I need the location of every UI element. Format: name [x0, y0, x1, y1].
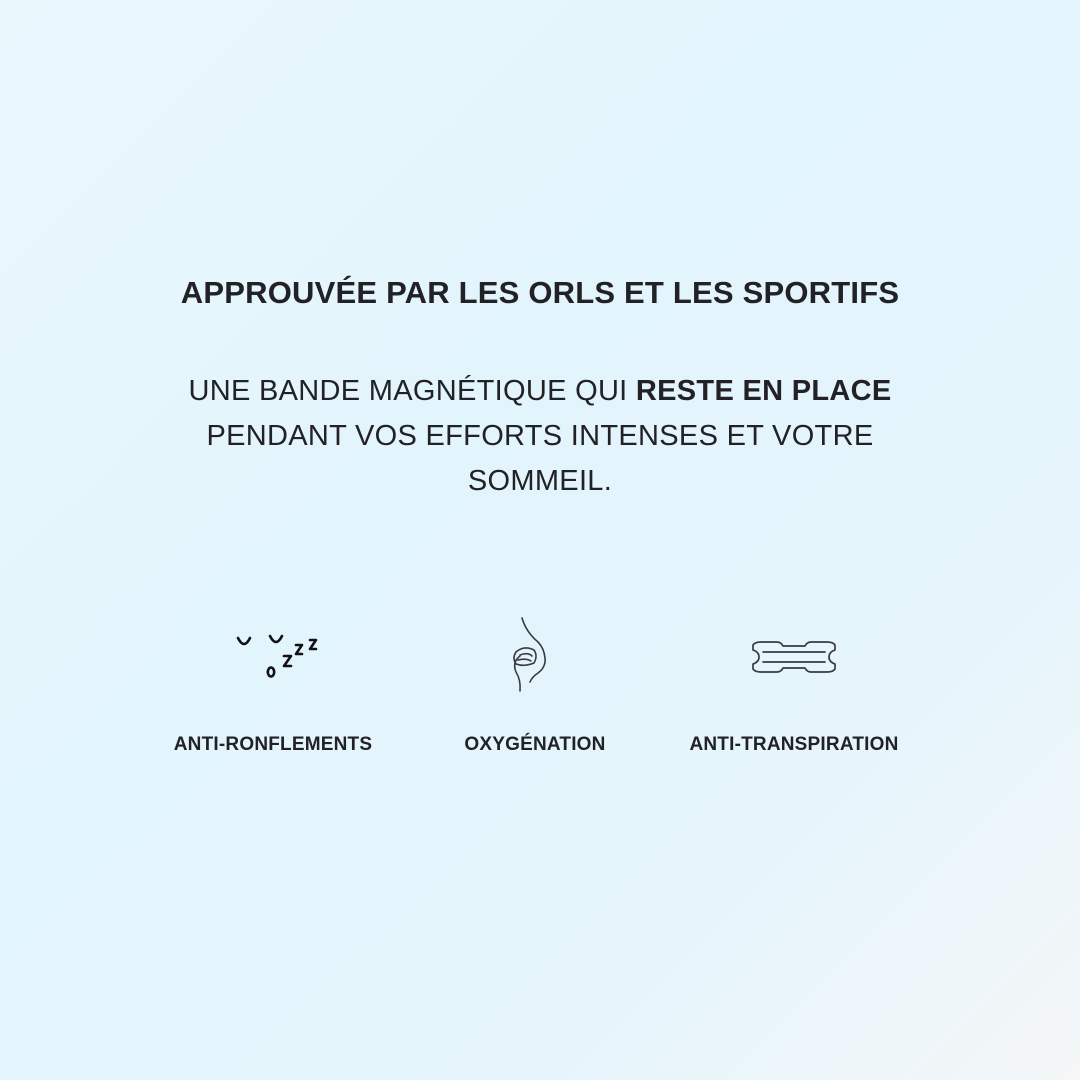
- feature-oxygenation: [405, 612, 665, 756]
- sleeping-face-icon: [218, 612, 328, 702]
- nasal-band-icon: [739, 612, 849, 702]
- description-emphasis: RESTE EN PLACE: [635, 375, 892, 407]
- feature-label: ANTI-RONFLEMENTS: [173, 734, 373, 755]
- nose-strip-icon: [490, 612, 580, 702]
- feature-anti-perspiration: [664, 612, 924, 756]
- feature-label: ANTI-TRANSPIRATION: [689, 734, 899, 755]
- feature-label: OXYGÉNATION: [464, 734, 606, 755]
- description-part-1: UNE BANDE MAGNÉTIQUE QUI: [188, 375, 636, 407]
- description: [160, 369, 920, 504]
- description-part-2: PENDANT VOS EFFORTS INTENSES ET VOTRE SOMMEIL.: [206, 420, 874, 497]
- feature-anti-snoring: [143, 612, 403, 756]
- headline: APPROUVÉE PAR LES ORLS ET LES SPORTIFS: [180, 275, 900, 310]
